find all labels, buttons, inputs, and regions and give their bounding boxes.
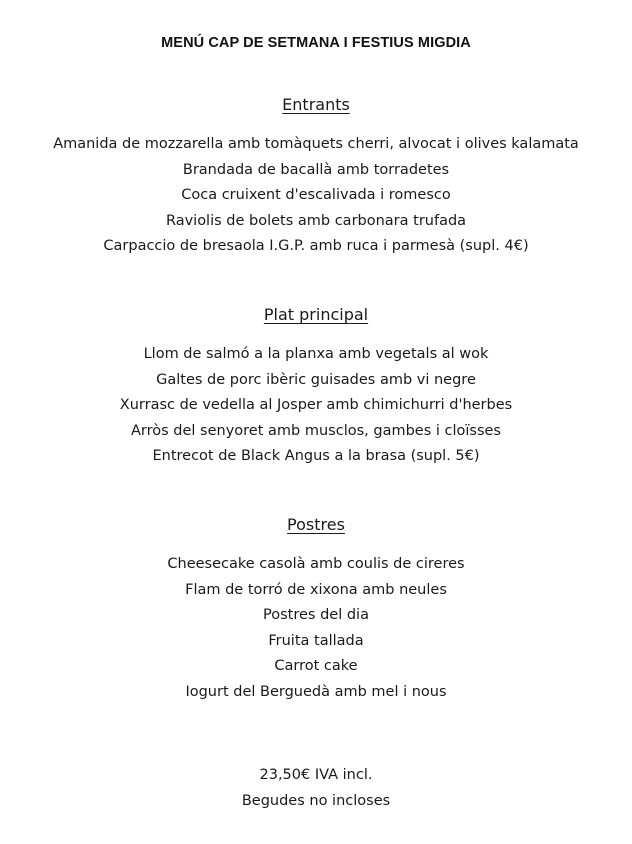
menu-item: Iogurt del Berguedà amb mel i nous xyxy=(185,683,447,700)
menu-item: Cheesecake casolà amb coulis de cireres xyxy=(167,556,465,572)
section-postres xyxy=(0,515,632,706)
section-heading-entrants: Entrants xyxy=(282,95,350,114)
menu-item: Entrecot de Black Angus a la brasa (supl. 5€) xyxy=(152,448,480,465)
menu-item: Amanida de mozzarella amb tomàquets cherri, alvocat i olives kalamata xyxy=(53,136,579,152)
section-plat-principal xyxy=(0,305,632,470)
section-entrants xyxy=(0,95,632,260)
menu-item: Brandada de bacallà amb torradetes xyxy=(182,161,450,178)
menu-item: Llom de salmó a la planxa amb vegetals al wok xyxy=(143,346,489,362)
menu-item: Fruita tallada xyxy=(268,632,364,649)
menu-footer xyxy=(0,762,632,814)
menu-item: Coca cruixent d'escalivada i romesco xyxy=(181,187,451,204)
menu-item: Galtes de porc ibèric guisades amb vi negre xyxy=(156,371,476,388)
menu-item: Raviolis de bolets amb carbonara trufada xyxy=(165,212,467,229)
price-text: 23,50€ IVA incl. xyxy=(259,767,373,783)
menu-item: Arròs del senyoret amb musclos, gambes i cloïsses xyxy=(130,422,501,439)
section-heading-postres: Postres xyxy=(287,515,345,534)
menu-item: Carrot cake xyxy=(274,658,358,675)
section-heading-plat-principal: Plat principal xyxy=(263,305,369,324)
menu-item: Flam de torró de xixona amb neules xyxy=(185,581,447,598)
menu-item: Xurrasc de vedella al Josper amb chimichurri d'herbes xyxy=(119,397,513,414)
menu-title: MENÚ CAP DE SETMANA I FESTIUS MIGDIA xyxy=(161,35,471,51)
drinks-note: Begudes no incloses xyxy=(241,793,391,809)
menu-item: Postres del dia xyxy=(263,607,369,624)
menu-item: Carpaccio de bresaola I.G.P. amb ruca i parmesà (supl. 4€) xyxy=(103,238,529,255)
